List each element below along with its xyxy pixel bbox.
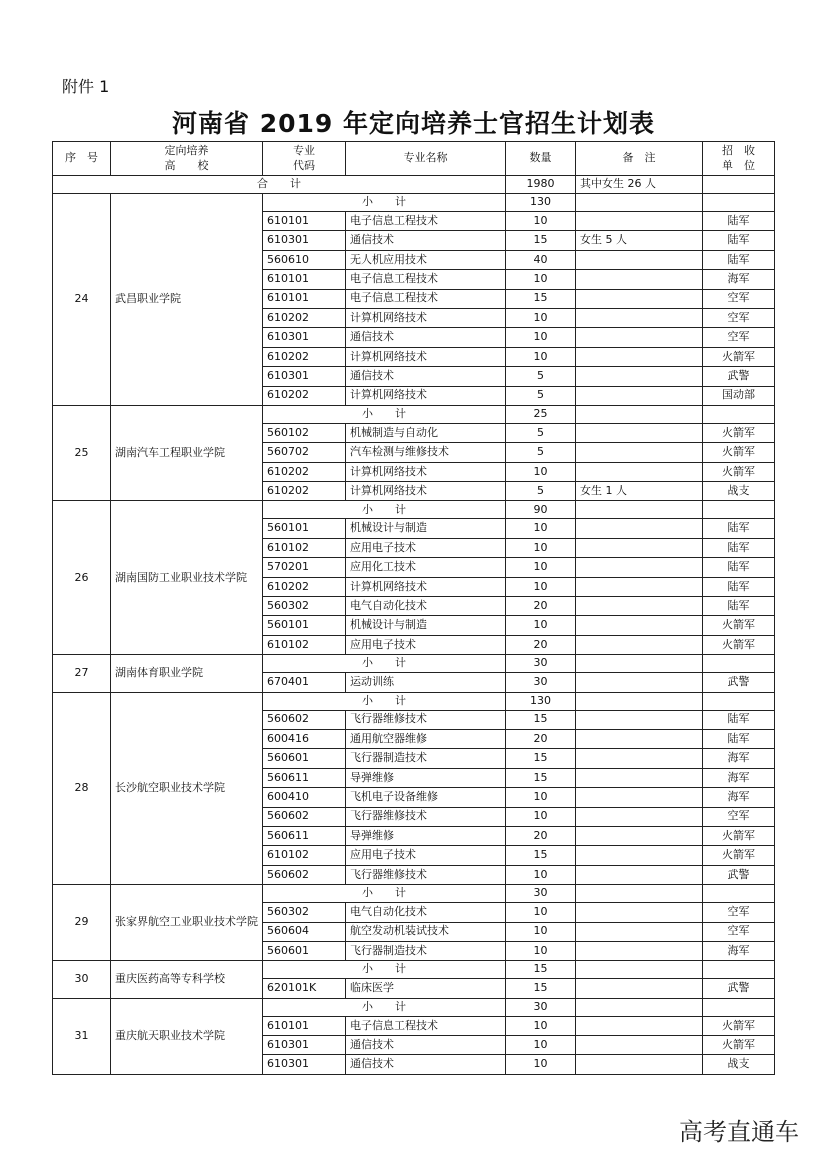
remark: [576, 635, 703, 654]
school-seq: 29: [53, 885, 111, 961]
header-major: 专业名称: [346, 142, 506, 176]
school-name: 长沙航空职业技术学院: [111, 692, 263, 885]
remark: [576, 577, 703, 596]
subtotal-quantity: 30: [506, 885, 576, 903]
quantity: 5: [506, 423, 576, 442]
header-code-line2: 代码: [293, 158, 315, 172]
remark: [576, 538, 703, 557]
subtotal-quantity: 130: [506, 692, 576, 710]
quantity: 10: [506, 1055, 576, 1074]
quantity: 20: [506, 597, 576, 616]
remark: [576, 729, 703, 748]
major-name: 机械设计与制造: [346, 519, 506, 538]
recruiting-unit: 武警: [703, 979, 775, 998]
quantity: 15: [506, 768, 576, 787]
header-quantity: 数量: [506, 142, 576, 176]
major-name: 应用化工技术: [346, 558, 506, 577]
quantity: 10: [506, 616, 576, 635]
subtotal-quantity: 90: [506, 501, 576, 519]
subtotal-row: [53, 961, 775, 979]
recruiting-unit: 空军: [703, 903, 775, 922]
major-code: 560302: [263, 903, 346, 922]
major-code: 610102: [263, 538, 346, 557]
quantity: 15: [506, 749, 576, 768]
recruiting-unit: 陆军: [703, 597, 775, 616]
major-name: 电子信息工程技术: [346, 289, 506, 308]
major-code: 560611: [263, 826, 346, 845]
remark: 女生 5 人: [576, 231, 703, 250]
header-code: [263, 142, 346, 176]
recruiting-unit: 陆军: [703, 577, 775, 596]
remark: [576, 386, 703, 405]
major-code: 610301: [263, 1036, 346, 1055]
subtotal-quantity: 15: [506, 961, 576, 979]
school-name: 重庆医药高等专科学校: [111, 961, 263, 998]
major-name: 运动训练: [346, 673, 506, 692]
recruiting-unit: 陆军: [703, 710, 775, 729]
quantity: 15: [506, 710, 576, 729]
major-name: 通信技术: [346, 1036, 506, 1055]
major-name: 飞行器维修技术: [346, 807, 506, 826]
remark: [576, 673, 703, 692]
recruiting-unit: 火箭军: [703, 1016, 775, 1035]
major-code: 610202: [263, 462, 346, 481]
total-label: 合 计: [53, 176, 506, 194]
subtotal-row: [53, 692, 775, 710]
major-name: 飞行器维修技术: [346, 710, 506, 729]
major-name: 汽车检测与维修技术: [346, 443, 506, 462]
major-name: 应用电子技术: [346, 846, 506, 865]
header-school-line2: 高 校: [164, 158, 209, 172]
header-row: [53, 142, 775, 176]
subtotal-quantity: 30: [506, 655, 576, 673]
major-name: 飞机电子设备维修: [346, 788, 506, 807]
recruiting-unit: 武警: [703, 367, 775, 386]
major-name: 计算机网络技术: [346, 386, 506, 405]
subtotal-label: 小 计: [263, 998, 506, 1016]
quantity: 10: [506, 807, 576, 826]
header-unit: [703, 142, 775, 176]
school-name: 湖南国防工业职业技术学院: [111, 501, 263, 655]
remark: [576, 597, 703, 616]
major-name: 通信技术: [346, 231, 506, 250]
quantity: 10: [506, 270, 576, 289]
quantity: 10: [506, 538, 576, 557]
subtotal-label: 小 计: [263, 501, 506, 519]
major-code: 560101: [263, 616, 346, 635]
major-name: 电子信息工程技术: [346, 1016, 506, 1035]
major-code: 560702: [263, 443, 346, 462]
remark: [576, 865, 703, 884]
header-school-line1: 定向培养: [164, 144, 209, 158]
major-name: 临床医学: [346, 979, 506, 998]
major-code: 610202: [263, 386, 346, 405]
quantity: 10: [506, 865, 576, 884]
school-name: 张家界航空工业职业技术学院: [111, 885, 263, 961]
major-name: 应用电子技术: [346, 538, 506, 557]
recruiting-unit: 空军: [703, 922, 775, 941]
quantity: 10: [506, 308, 576, 327]
quantity: 15: [506, 289, 576, 308]
subtotal-row: [53, 998, 775, 1016]
major-name: 机械设计与制造: [346, 616, 506, 635]
remark: [576, 616, 703, 635]
major-code: 610202: [263, 347, 346, 366]
quantity: 10: [506, 519, 576, 538]
major-code: 560610: [263, 250, 346, 269]
subtotal-label: 小 计: [263, 655, 506, 673]
remark: [576, 846, 703, 865]
header-unit-line1: 招 收: [722, 144, 755, 158]
quantity: 10: [506, 212, 576, 231]
quantity: 15: [506, 846, 576, 865]
subtotal-row: [53, 655, 775, 673]
major-code: 560101: [263, 519, 346, 538]
remark: [576, 367, 703, 386]
major-name: 通信技术: [346, 1055, 506, 1074]
school-seq: 28: [53, 692, 111, 885]
remark: [576, 1055, 703, 1074]
major-name: 飞行器制造技术: [346, 941, 506, 960]
quantity: 30: [506, 673, 576, 692]
major-name: 计算机网络技术: [346, 462, 506, 481]
remark: [576, 212, 703, 231]
major-name: 机械制造与自动化: [346, 423, 506, 442]
recruiting-unit: 海军: [703, 749, 775, 768]
major-name: 通用航空器维修: [346, 729, 506, 748]
enrollment-plan-table: [52, 141, 775, 1075]
recruiting-unit: 空军: [703, 807, 775, 826]
quantity: 10: [506, 347, 576, 366]
remark: [576, 328, 703, 347]
recruiting-unit: 陆军: [703, 212, 775, 231]
school-seq: 25: [53, 405, 111, 501]
subtotal-quantity: 130: [506, 194, 576, 212]
recruiting-unit: 火箭军: [703, 616, 775, 635]
recruiting-unit: 空军: [703, 308, 775, 327]
recruiting-unit: 陆军: [703, 519, 775, 538]
major-name: 导弹维修: [346, 826, 506, 845]
school-seq: 27: [53, 655, 111, 692]
subtotal-row: [53, 194, 775, 212]
recruiting-unit: 火箭军: [703, 462, 775, 481]
remark: [576, 558, 703, 577]
total-remark: 其中女生 26 人: [576, 176, 703, 194]
major-code: 610101: [263, 270, 346, 289]
subtotal-label: 小 计: [263, 405, 506, 423]
quantity: 20: [506, 729, 576, 748]
quantity: 10: [506, 328, 576, 347]
major-name: 电子信息工程技术: [346, 270, 506, 289]
major-name: 飞行器维修技术: [346, 865, 506, 884]
major-name: 通信技术: [346, 367, 506, 386]
quantity: 10: [506, 577, 576, 596]
recruiting-unit: 武警: [703, 865, 775, 884]
remark: [576, 250, 703, 269]
remark: [576, 922, 703, 941]
major-code: 610101: [263, 289, 346, 308]
quantity: 10: [506, 922, 576, 941]
remark: [576, 519, 703, 538]
major-name: 计算机网络技术: [346, 482, 506, 501]
header-seq: 序 号: [53, 142, 111, 176]
school-seq: 31: [53, 998, 111, 1074]
major-code: 560601: [263, 941, 346, 960]
major-code: 610202: [263, 577, 346, 596]
remark: [576, 443, 703, 462]
subtotal-label: 小 计: [263, 885, 506, 903]
major-name: 电气自动化技术: [346, 903, 506, 922]
quantity: 10: [506, 903, 576, 922]
major-code: 610301: [263, 231, 346, 250]
quantity: 40: [506, 250, 576, 269]
major-code: 610101: [263, 1016, 346, 1035]
recruiting-unit: 空军: [703, 289, 775, 308]
quantity: 10: [506, 462, 576, 481]
school-name: 重庆航天职业技术学院: [111, 998, 263, 1074]
page-title: 河南省 2019 年定向培养士官招生计划表: [172, 109, 655, 138]
quantity: 10: [506, 788, 576, 807]
major-name: 飞行器制造技术: [346, 749, 506, 768]
quantity: 10: [506, 941, 576, 960]
remark: [576, 270, 703, 289]
major-code: 610102: [263, 846, 346, 865]
remark: [576, 807, 703, 826]
recruiting-unit: 火箭军: [703, 635, 775, 654]
remark: [576, 1036, 703, 1055]
recruiting-unit: 空军: [703, 328, 775, 347]
recruiting-unit: 陆军: [703, 538, 775, 557]
attachment-label: 附件 1: [62, 77, 110, 96]
subtotal-label: 小 计: [263, 961, 506, 979]
quantity: 5: [506, 443, 576, 462]
recruiting-unit: 陆军: [703, 729, 775, 748]
major-code: 560602: [263, 865, 346, 884]
quantity: 15: [506, 231, 576, 250]
major-name: 电子信息工程技术: [346, 212, 506, 231]
total-quantity: 1980: [506, 176, 576, 194]
quantity: 5: [506, 367, 576, 386]
remark: [576, 423, 703, 442]
quantity: 10: [506, 1016, 576, 1035]
major-name: 通信技术: [346, 328, 506, 347]
major-name: 计算机网络技术: [346, 577, 506, 596]
school-name: 湖南汽车工程职业学院: [111, 405, 263, 501]
major-code: 610202: [263, 482, 346, 501]
recruiting-unit: 火箭军: [703, 846, 775, 865]
recruiting-unit: 火箭军: [703, 1036, 775, 1055]
remark: [576, 1016, 703, 1035]
remark: [576, 347, 703, 366]
recruiting-unit: 陆军: [703, 250, 775, 269]
recruiting-unit: 海军: [703, 788, 775, 807]
major-code: 670401: [263, 673, 346, 692]
major-name: 无人机应用技术: [346, 250, 506, 269]
subtotal-row: [53, 501, 775, 519]
school-name: 湖南体育职业学院: [111, 655, 263, 692]
remark: [576, 768, 703, 787]
subtotal-quantity: 30: [506, 998, 576, 1016]
subtotal-row: [53, 885, 775, 903]
major-code: 560102: [263, 423, 346, 442]
recruiting-unit: 战支: [703, 1055, 775, 1074]
remark: [576, 710, 703, 729]
quantity: 5: [506, 482, 576, 501]
major-code: 560611: [263, 768, 346, 787]
major-code: 570201: [263, 558, 346, 577]
quantity: 20: [506, 826, 576, 845]
remark: [576, 903, 703, 922]
recruiting-unit: 武警: [703, 673, 775, 692]
recruiting-unit: 海军: [703, 768, 775, 787]
school-seq: 26: [53, 501, 111, 655]
major-name: 计算机网络技术: [346, 308, 506, 327]
remark: [576, 826, 703, 845]
major-code: 620101K: [263, 979, 346, 998]
quantity: 10: [506, 558, 576, 577]
header-remark: 备 注: [576, 142, 703, 176]
recruiting-unit: 国动部: [703, 386, 775, 405]
header-unit-line2: 单 位: [722, 158, 755, 172]
major-code: 600410: [263, 788, 346, 807]
quantity: 15: [506, 979, 576, 998]
recruiting-unit: 海军: [703, 941, 775, 960]
recruiting-unit: 战支: [703, 482, 775, 501]
quantity: 10: [506, 1036, 576, 1055]
school-name: 武昌职业学院: [111, 194, 263, 406]
quantity: 20: [506, 635, 576, 654]
recruiting-unit: 火箭军: [703, 423, 775, 442]
recruiting-unit: 火箭军: [703, 826, 775, 845]
major-name: 计算机网络技术: [346, 347, 506, 366]
remark: 女生 1 人: [576, 482, 703, 501]
total-row: [53, 176, 775, 194]
major-code: 560604: [263, 922, 346, 941]
remark: [576, 788, 703, 807]
recruiting-unit: 海军: [703, 270, 775, 289]
remark: [576, 979, 703, 998]
recruiting-unit: 火箭军: [703, 347, 775, 366]
major-code: 610102: [263, 635, 346, 654]
remark: [576, 289, 703, 308]
header-school: [111, 142, 263, 176]
major-code: 560602: [263, 807, 346, 826]
subtotal-label: 小 计: [263, 692, 506, 710]
major-code: 560602: [263, 710, 346, 729]
major-name: 航空发动机装试技术: [346, 922, 506, 941]
subtotal-label: 小 计: [263, 194, 506, 212]
remark: [576, 749, 703, 768]
major-code: 560601: [263, 749, 346, 768]
remark: [576, 941, 703, 960]
major-name: 电气自动化技术: [346, 597, 506, 616]
watermark: 高考直通车: [679, 1118, 799, 1146]
recruiting-unit: 陆军: [703, 231, 775, 250]
major-code: 560302: [263, 597, 346, 616]
subtotal-row: [53, 405, 775, 423]
major-name: 应用电子技术: [346, 635, 506, 654]
school-seq: 24: [53, 194, 111, 406]
major-code: 610301: [263, 328, 346, 347]
major-code: 610301: [263, 367, 346, 386]
school-seq: 30: [53, 961, 111, 998]
recruiting-unit: 陆军: [703, 558, 775, 577]
major-code: 600416: [263, 729, 346, 748]
major-code: 610101: [263, 212, 346, 231]
major-code: 610301: [263, 1055, 346, 1074]
major-name: 导弹维修: [346, 768, 506, 787]
subtotal-quantity: 25: [506, 405, 576, 423]
recruiting-unit: 火箭军: [703, 443, 775, 462]
remark: [576, 462, 703, 481]
quantity: 5: [506, 386, 576, 405]
remark: [576, 308, 703, 327]
header-code-line1: 专业: [293, 144, 315, 158]
major-code: 610202: [263, 308, 346, 327]
